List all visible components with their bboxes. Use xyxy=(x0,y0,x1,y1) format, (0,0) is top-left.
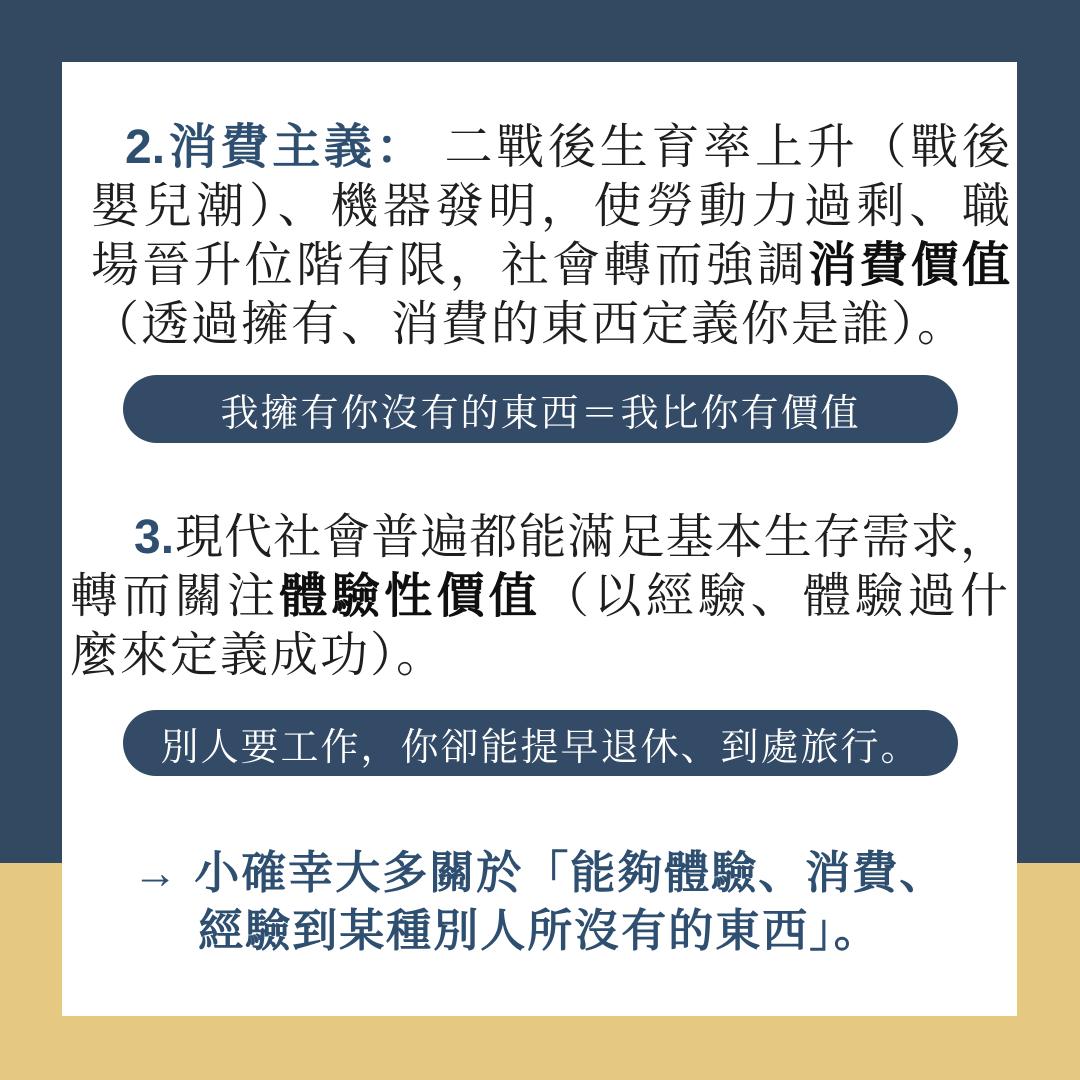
text-line xyxy=(91,295,1010,354)
text-segment: 體驗性價值 xyxy=(279,570,542,623)
text-line xyxy=(91,177,1010,236)
text-segment: 轉而關注 xyxy=(70,570,280,623)
conclusion-note xyxy=(62,844,1017,960)
text-segment: 3. xyxy=(134,511,175,564)
text-segment: 2. xyxy=(125,121,166,174)
text-segment: 麼來定義成功）。 xyxy=(70,629,447,682)
text-segment: → 小確幸大多關於「能夠體驗、消費、 xyxy=(132,847,947,898)
text-line xyxy=(70,626,1008,685)
callout-pill-ownership-label: 我擁有你沒有的東西＝我比你有價值 xyxy=(220,392,861,435)
text-line xyxy=(62,844,1017,902)
text-segment: 消費價值 xyxy=(808,239,1010,292)
text-segment: 場晉升位階有限，社會轉而強調 xyxy=(91,239,809,292)
text-line xyxy=(91,118,1010,177)
paragraph-consumerism xyxy=(91,118,1010,354)
callout-pill-retire xyxy=(123,710,958,776)
callout-pill-ownership xyxy=(123,375,958,443)
callout-pill-retire-label: 別人要工作，你卻能提早退休、到處旅行。 xyxy=(160,726,921,769)
text-segment: 現代社會普遍都能滿足基本生存需求， xyxy=(174,511,1008,564)
text-segment: 二戰後生育率上升（戰後 xyxy=(427,121,1010,174)
text-segment: 消費主義： xyxy=(165,121,428,174)
content-card xyxy=(62,62,1017,1016)
text-segment: 嬰兒潮）、機器發明，使勞動力過剩、職 xyxy=(91,180,1010,233)
text-segment: 經驗到某種別人所沒有的東西」。 xyxy=(198,905,881,956)
text-line xyxy=(70,567,1008,626)
paragraph-experiential xyxy=(70,508,1008,685)
text-line xyxy=(91,236,1010,295)
text-line xyxy=(70,508,1008,567)
text-line xyxy=(62,902,1017,960)
text-segment: （透過擁有、消費的東西定義你是誰）。 xyxy=(91,298,968,351)
text-segment: （以經驗、體驗過什 xyxy=(541,570,1008,623)
